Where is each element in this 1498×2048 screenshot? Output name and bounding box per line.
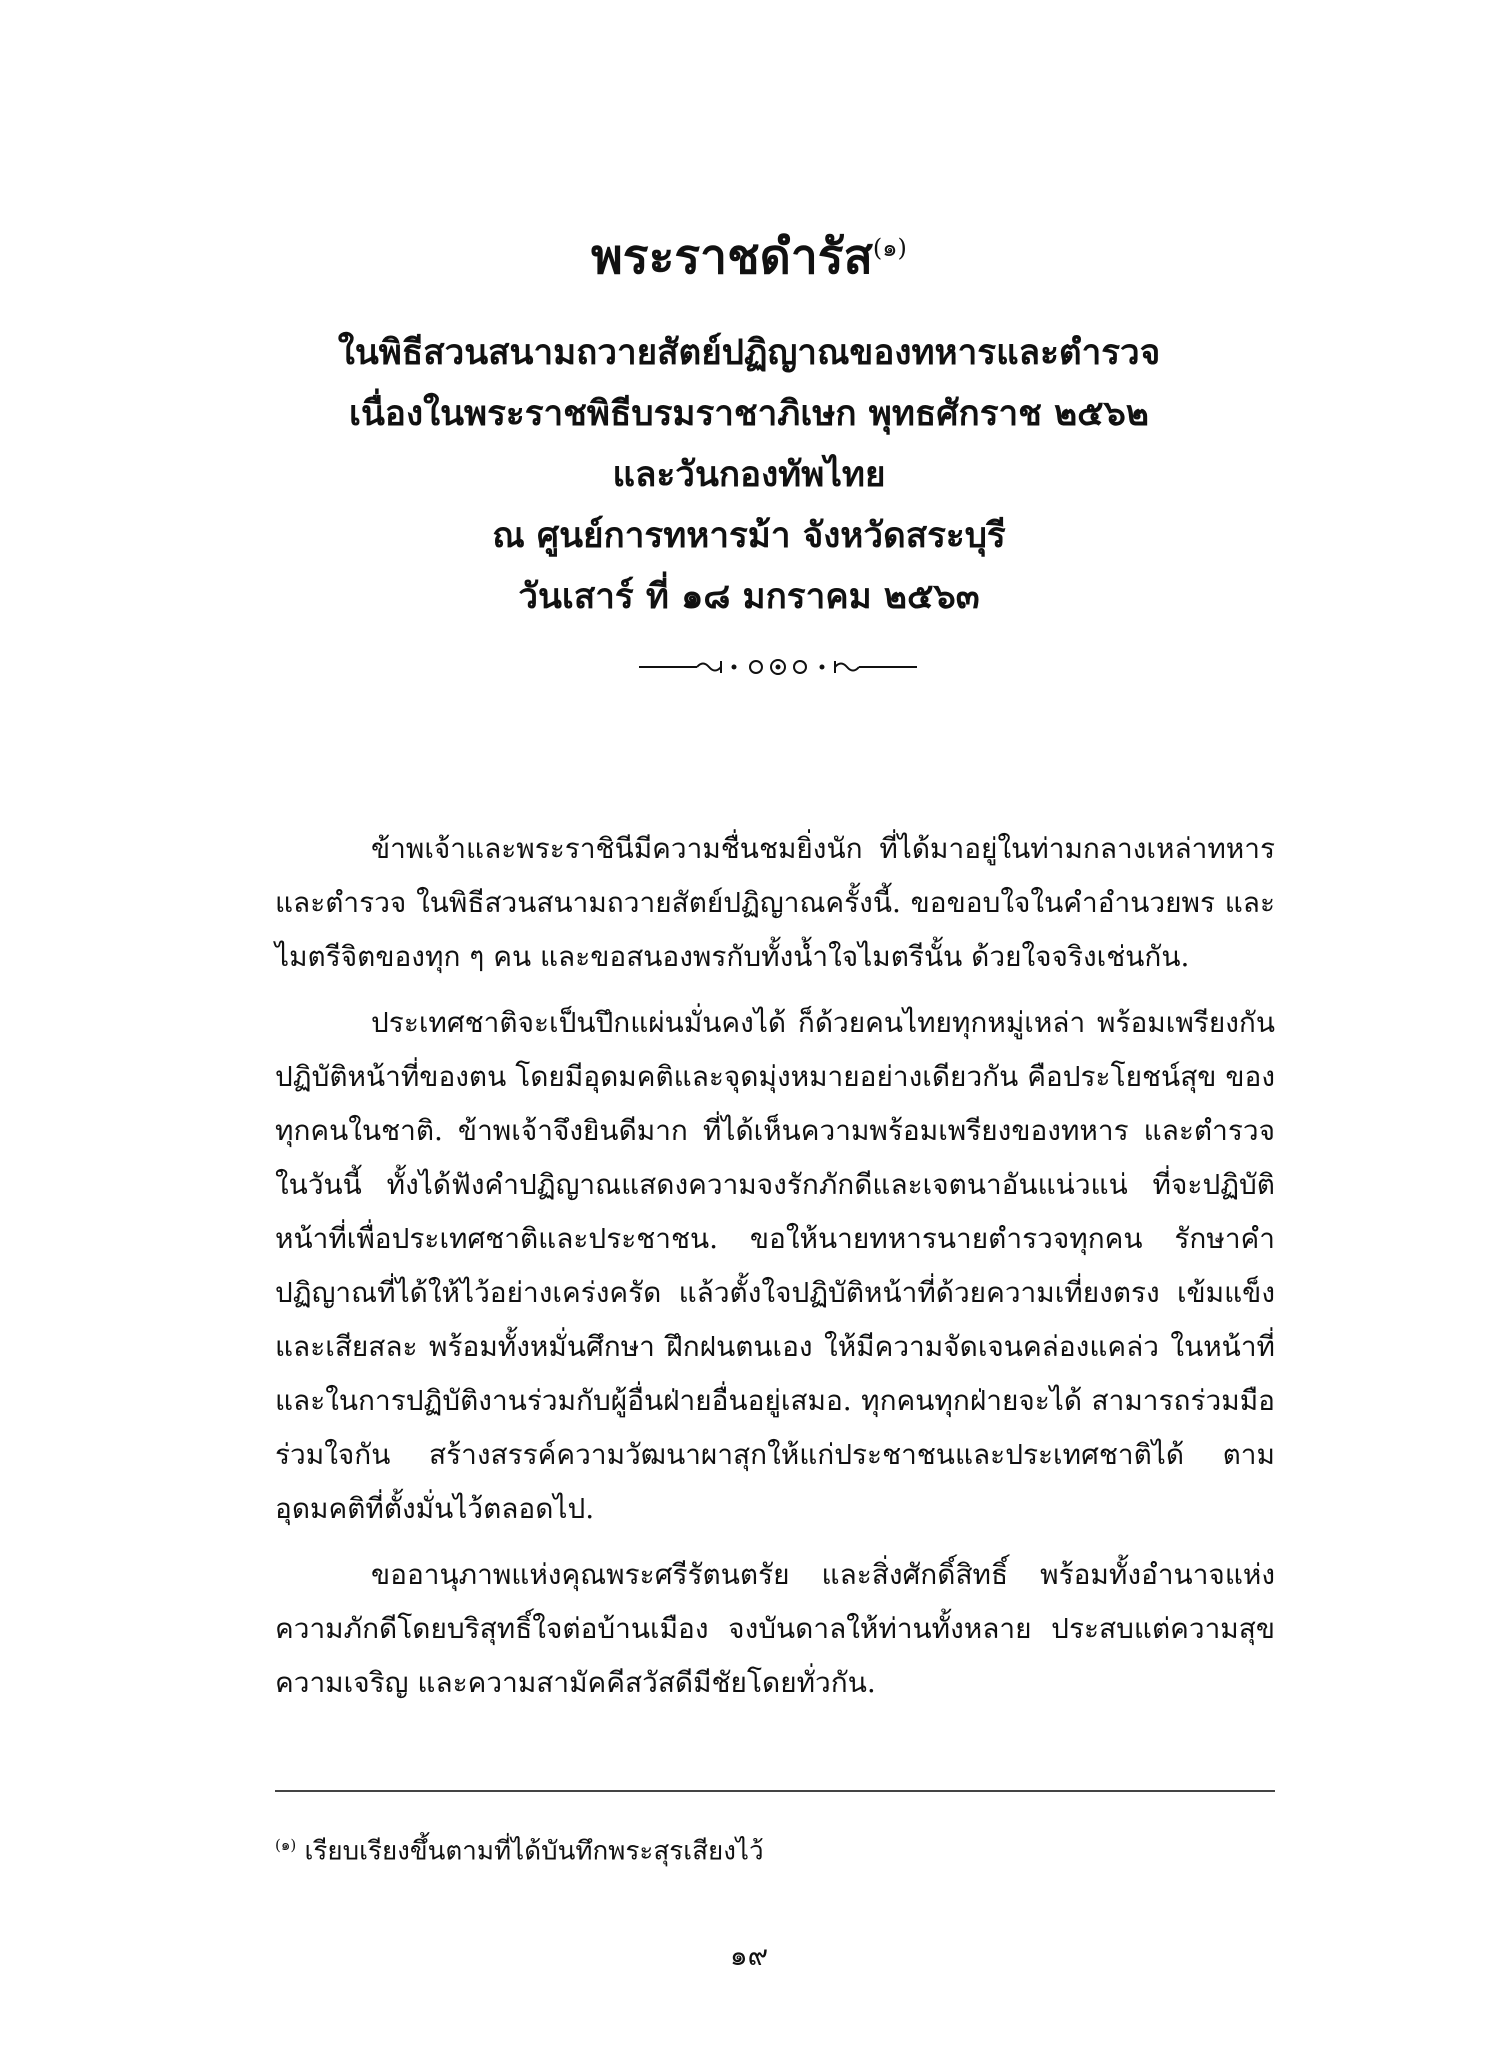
footnote-mark: (๑) xyxy=(275,1836,297,1854)
title-footnote-mark: (๑) xyxy=(872,234,907,262)
subtitle-line: วันเสาร์ ที่ ๑๘ มกราคม ๒๕๖๓ xyxy=(518,576,980,617)
paragraph: ประเทศชาติจะเป็นปึกแผ่นมั่นคงได้ ก็ด้วยคนไทยทุกหมู่เหล่า พร้อมเพรียงกัน ปฏิบัติหน้าที่ของตน โดยมีอุดมคติและจุดมุ่งหมายอย่างเดียวกัน คือประโยชน์สุข ของทุกคนในชาติ. ข้าพเจ้าจึงยินดีมาก ที่ได้เห็นความพร้อมเพรียงของทหาร และตำรวจในวันนี้ ทั้งได้ฟังคำปฏิญาณแสดงความจงรักภักดีและเจตนาอันแน่วแน่ ที่จะปฏิบัติหน้าที่เพื่อประเทศชาติและประชาชน. ขอให้นายทหารนายตำรวจทุกคน รักษาคำปฏิญาณที่ได้ให้ไว้อย่างเคร่งครัด แล้วตั้งใจปฏิบัติหน้าที่ด้วยความเที่ยงตรง เข้มแข็ง และเสียสละ พร้อมทั้งหมั่นศึกษา ฝึกฝนตนเอง ให้มีความจัดเจนคล่องแคล่ว ในหน้าที่ และในการปฏิบัติงานร่วมกับผู้อื่นฝ่ายอื่นอยู่เสมอ. ทุกคนทุกฝ่ายจะได้ สามารถร่วมมือร่วมใจกัน สร้างสรรค์ความวัฒนาผาสุกให้แก่ประชาชนและประเทศชาติได้ ตามอุดมคติที่ตั้งมั่นไว้ตลอดไป. xyxy=(275,1006,1275,1525)
speech-body xyxy=(275,822,1275,1722)
subtitle-line: เนื่องในพระราชพิธีบรมราชาภิเษก พุทธศักราช ๒๕๖๒ xyxy=(349,393,1149,434)
page-number: ๑๙ xyxy=(729,1939,769,1972)
paragraph: ข้าพเจ้าและพระราชินีมีความชื่นชมยิ่งนัก ที่ได้มาอยู่ในท่ามกลางเหล่าทหาร และตำรวจ ในพิธีสวนสนามถวายสัตย์ปฏิญาณครั้งนี้. ขอขอบใจในคำอำนวยพร และไมตรีจิตของทุก ๆ คน และขอสนองพรกับทั้งน้ำใจไมตรีนั้น ด้วยใจจริงเช่นกัน. xyxy=(275,832,1275,973)
ornamental-divider-icon xyxy=(639,652,917,682)
footnote xyxy=(275,1827,1275,1870)
paragraph: ขออานุภาพแห่งคุณพระศรีรัตนตรัย และสิ่งศักดิ์สิทธิ์ พร้อมทั้งอำนาจแห่ง ความภักดีโดยบริสุทธิ์ใจต่อบ้านเมือง จงบันดาลให้ท่านทั้งหลาย ประสบแต่ความสุข ความเจริญ และความสามัคคีสวัสดีมีชัยโดยทั่วกัน. xyxy=(275,1558,1275,1699)
subtitle-line: ณ ศูนย์การทหารม้า จังหวัดสระบุรี xyxy=(492,515,1006,556)
title-text: พระราชดำรัส xyxy=(591,229,873,285)
subtitle-line: ในพิธีสวนสนามถวายสัตย์ปฏิญาณของทหารและตำรวจ xyxy=(337,332,1161,373)
page-title xyxy=(0,218,1498,287)
footnote-divider xyxy=(275,1790,1275,1792)
subtitle-block xyxy=(0,322,1498,627)
footnote-text: เรียบเรียงขึ้นตามที่ได้บันทึกพระสุรเสียงไว้ xyxy=(304,1836,764,1867)
subtitle-line: และวันกองทัพไทย xyxy=(612,454,886,495)
